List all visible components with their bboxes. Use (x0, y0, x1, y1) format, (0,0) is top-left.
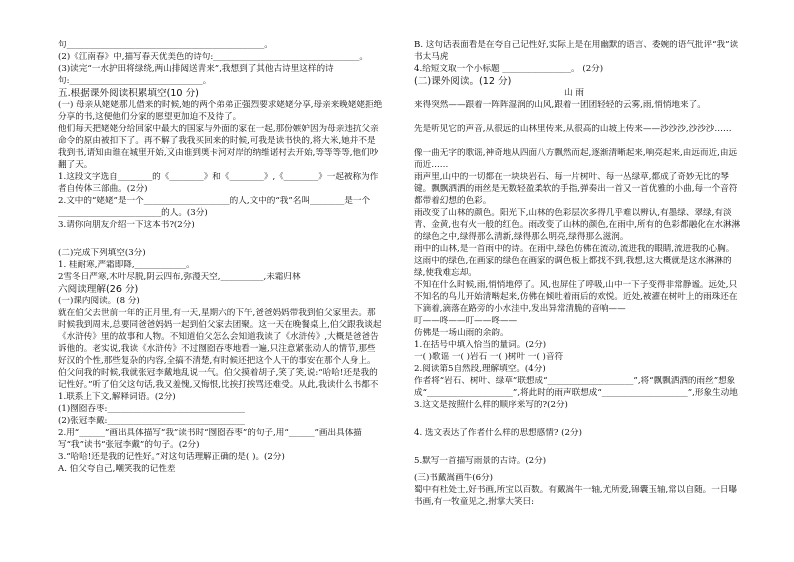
question-r5: 5.默写一首描写雨景的古诗。(2分) (414, 455, 547, 466)
rain-para-10: 仿佛是一场山雨的余韵。 (414, 328, 509, 339)
fill-blank-line-2: (2)《江南春》中,描写春天优美色的诗句:__________________________________。 (58, 51, 368, 62)
fill-item-1: 1. 桂耐寒,严霜即降,____________。 (58, 259, 195, 270)
question-six-3: 3.“哈哈!还是我的记性好。”对这句话理解正确的是( )。(2分) (58, 451, 285, 462)
rain-para-2: 先是听见它的声音,从很远的山林里传来,从很高的山坡上传来——沙沙沙,沙沙沙…… (414, 124, 732, 135)
rain-para-5: 雨改变了山林的颜色。阳光下,山林的色彩层次多得几乎难以辨认,有墨绿、翠绿,有淡青、金黄,也有火一般的红色。雨改变了山林的颜色,在雨中,所有的色彩都融化在水淋淋的绿色之中,绿得那么清新,绿得那么明亮,绿得那么滋润。 (414, 208, 741, 243)
section-five-title: 五.根据课外阅读积累填空(10 分) (58, 87, 199, 99)
question-six-1-b: (2)张冠李戴:________________________________ (58, 415, 245, 426)
rain-para-7: 这雨中的绿色,在画家的绿色在画家的调色板上都找不到,我想,这大概就是这水淋淋的绿,使我难忘却。 (414, 256, 732, 279)
passage-one-para-2: 他们每天把姥姥分给回家中最大的国家与外面的家在一起,那份嫉妒因为母亲违抗父亲命令的原由被扣下了。再不解了我我买回来的时候,可我是读书快的,将大米,她并不是 (58, 124, 379, 147)
section-fill-title: (二)完成下列填空(3分) (58, 248, 146, 259)
question-five-2: 2.文中的“姥姥”是一个____________________的人,文中的“我”名叫________是一个________________________的人。(3分) (58, 196, 371, 219)
passage-one-para-3: 我到书,请知由谁在城里开始,又由谁到奥卡河对岸的纳维诺村去开始,等等等等,他们吵翻了天。 (58, 148, 379, 171)
fill-blank-line-1: 句______________________________________________。 (58, 40, 273, 50)
passage-one-para-1: (一) 母亲从姥姥那儿借来的时候,她的两个弟弟正强烈要求姥姥分享,母亲来晚姥姥拒绝分享的书,这便他们分家的愿望更加迫不及待了。 (58, 100, 383, 123)
option-b: B. 这句话表面看是在夸自己记性好,实际上是在用幽默的语言、委婉的语气批评“我”读书太马虎 (414, 40, 739, 62)
rain-para-1: 来得突然——跟着一阵阵湿润的山风,跟着一团团轻轻的云雾,雨,悄悄地来了。 (414, 100, 706, 111)
rain-para-4: 雨声里,山中的一切都在一块块岩石、每一片树叶、每一丛绿草,都成了奇妙无比的琴键。飘飘洒洒的雨丝是无数轻盈柔软的手指,弹奏出一首又一首优雅的小曲,每一个音符都带着幻想的色彩。 (414, 172, 738, 207)
question-r2: 2.阅读第5自然段,理解填空。(4分) (414, 363, 546, 374)
question-r2-text: 作者将“岩石、树叶、绿草”联想成“____________________”,将“飘飘洒洒的雨丝”想象成“____________________”,将此时的雨声联想成“____________________”,形象生动地 (414, 375, 738, 398)
right-column (414, 40, 742, 509)
rain-para-3: 像一曲无字的歌谣,神奇地从四面八方飘然而起,逐渐清晰起来,响亮起来,由远而近,由远而近…… (414, 148, 738, 171)
section-three-title: (三)书戴嵩画牛(6分) (414, 473, 494, 484)
question-five-1: 1.这段文字选自________的《________》和《________》,《________》一起被称为作者自传体三部曲。(2分) (58, 172, 379, 195)
question-six-2: 2.用“______”画出具体描写“我”读书时“囫囵吞枣”的句子,用“______”画出具体描写“我”读书“张冠李戴”的句子。(2分) (58, 427, 362, 450)
fill-item-2: 2雪冬日严寒,木叶尽脱,阴云四布,弥漫天空,__________,未霜归林 (58, 271, 301, 282)
question-six-1-a: (1)囫囵吞枣:________________________________ (58, 404, 245, 415)
question-r1: 1.在括号中填入恰当的量词。(2分) (414, 340, 547, 351)
extra-reading-title: (二)课外阅读。(12 分) (414, 75, 512, 87)
rain-para-9: 叮——咚——叮——咚—— (414, 316, 518, 327)
question-four: 4.给短文取一个小标题 ________________。 (2分) (414, 64, 604, 74)
left-column (58, 40, 384, 476)
section-six-title: 六阅读理解(26 分) (58, 283, 139, 295)
in-class-passage: 就在伯父去世前一年的正月里,有一天,星期六的下午,爸爸妈妈带我到伯父家里去。那时候我到周末,总要同爸爸妈妈一起到伯父家去团聚。这一天在晚餐桌上,伯父跟我谈起《水浒传》里的故事和人物。不知道伯父怎么会知道我读了《水浒传》,大概是爸爸告诉他的。老实说,我读《水浒传》不过囫囵吞枣地看一遍,只注意紧张动人的情节,那些好汉的个性,那些复杂的内容,全搞不清楚,有时候还把这个人干的事安在那个人身上。伯父问我的时候,我就张冠李戴地乱说一气。伯父摸着胡子,笑了笑,说:“哈哈!还是我的记性好。”听了伯父这句话,我又羞愧,又悔恨,比挨打挨骂还难受。从此,我读什么书都不 (58, 308, 382, 390)
passage-title: 山 雨 (564, 88, 584, 99)
rain-para-6: 雨中的山林,是一首雨中的诗。在雨中,绿色仿佛在流动,流进我的眼睛,流进我的心胸。 (414, 244, 735, 255)
option-a: A. 伯父夸自己,嘲笑我的记性差 (58, 463, 176, 474)
fill-blank-line-3: (3)读完“一水护田将绿绕,两山排闼送青来”,我想到了其他古诗里这样的诗句:_______________________________。 (58, 63, 334, 86)
in-class-reading-title: (一)课内阅读。(8 分) (58, 296, 140, 307)
question-r3: 3.这文是按照什么样的顺序来写的?(2分) (414, 399, 568, 410)
rain-para-8: 不知在什么时候,雨,悄悄地停了。风,也屏住了呼吸,山中一下子变得非常静谧。远处,只不知名的鸟儿开始清啭起来,仿佛在倾吐着雨后的欢悦。近处,被濯在树叶上的雨珠还在下滴着,滴落在路旁的小水洼中,发出异常清脆的音响—— (414, 280, 738, 315)
question-five-3: 3.请你向朋友介绍一下这本书?(2分) (58, 220, 195, 231)
question-r1-blanks: 一( )歌谣 一( )岩石 一( )树叶 一( )音符 (414, 351, 564, 362)
question-six-1: 1.联系上下文,解释词语。(2分) (58, 392, 176, 403)
classical-passage: 蜀中有杜处士,好书画,所宝以百数。有戴嵩牛一轴,尤所爱,锦囊玉轴,常以自随。一日曝书画,有一牧童见之,拊掌大笑曰: (414, 485, 738, 508)
question-r4: 4. 选文表达了作者什么样的思想感情? (2分) (414, 427, 582, 438)
